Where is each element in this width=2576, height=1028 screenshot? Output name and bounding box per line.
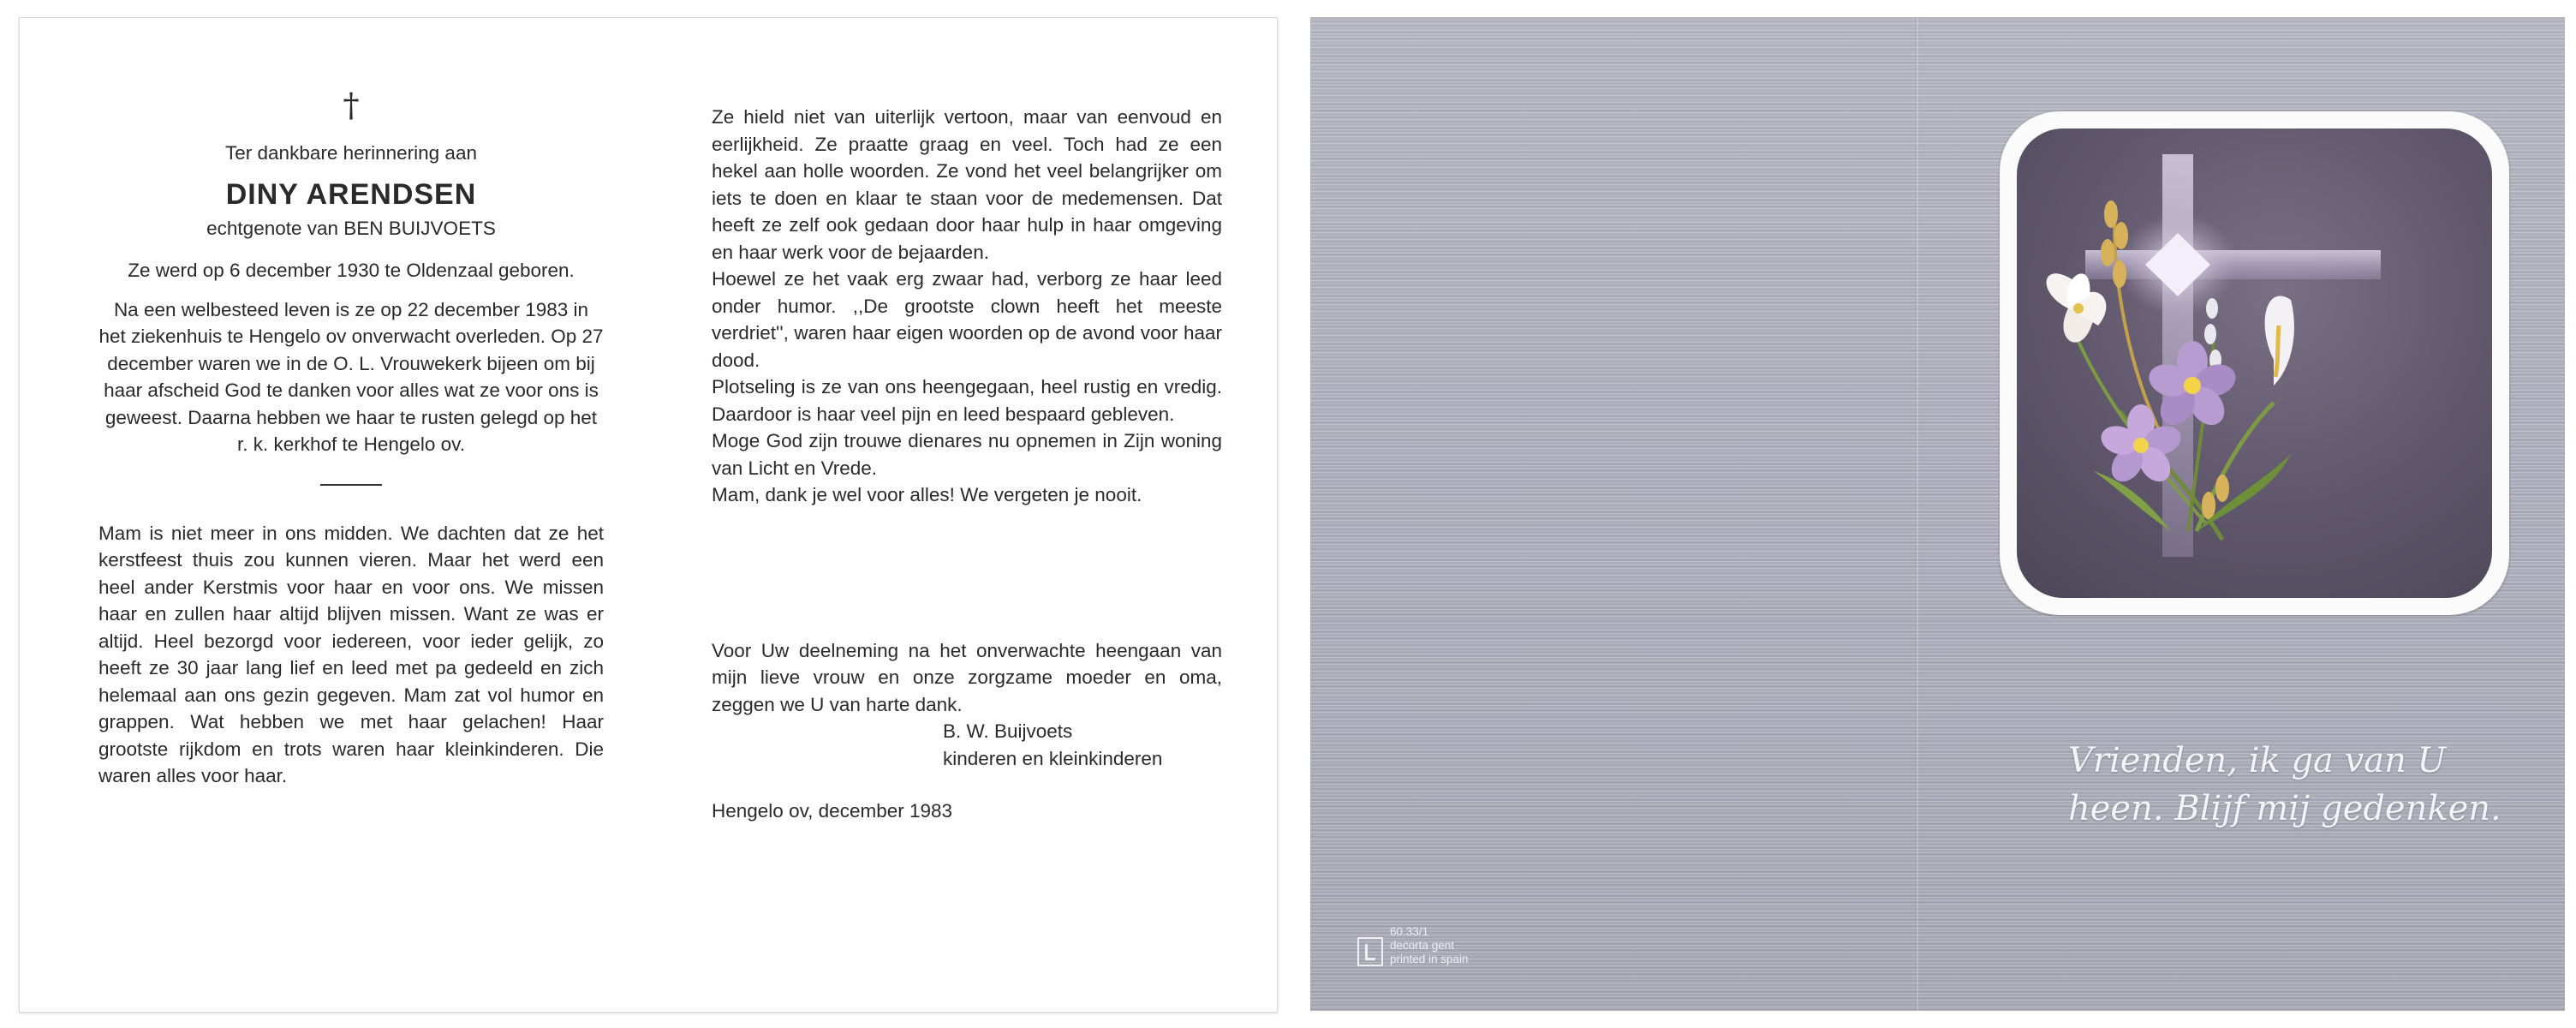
cross-icon: † (343, 87, 360, 124)
tribute-paragraph-1: Mam is niet meer in ons midden. We dachten dat ze het kerstfeest thuis zou kunnen vieren. Maar het werd een heel ander Kerstmis voor haar en voor ons. We missen haar en zullen haar altijd blijven missen. Want ze was er altijd. Heel bezorgd voor iedereen, voor ieder gelijk, zo heeft ze 30 jaar lang lief en leed met pa gedeeld en zich helemaal aan ons gezin gegeven. Mam zat vol humor en grappen. Wat hebben we met haar gelachen! Haar grootste rijkdom en trots waren haar kleinkinderen. Die waren alles voor haar. (98, 522, 604, 786)
right-column (712, 104, 1222, 825)
spouse-line: echtgenote van BEN BUIJVOETS (206, 217, 496, 239)
card-fold (1916, 17, 1919, 1011)
signature-family: kinderen en kleinkinderen (943, 747, 1163, 769)
publisher-name: decorta gent (1390, 939, 1455, 952)
signature-name: B. W. Buijvoets (943, 720, 1073, 742)
deceased-name: DINY ARENDSEN (225, 177, 477, 211)
tribute-paragraph-3: Hoewel ze het vaak erg zwaar had, verborg ze haar leed onder humor. ,,De grootste clown heeft het meeste verdriet'', waren haar eigen woorden op de avond voor haar dood. (712, 268, 1222, 371)
left-column (98, 87, 604, 790)
farewell: Mam, dank je wel voor alles! We vergeten je nooit. (712, 484, 1142, 505)
thanks-text: Voor Uw deelneming na het onverwachte heengaan van mijn lieve vrouw en onze zorgzame moeder en oma, zeggen we U van harte dank. (712, 639, 1222, 715)
tribute-paragraph-4: Plotseling is ze van ons heengegaan, heel rustig en vredig. Daardoor is haar veel pijn en leed bespaard gebleven. (712, 376, 1222, 425)
thanks-block (712, 637, 1222, 825)
motto (2068, 737, 2513, 833)
life-summary: Na een welbesteed leven is ze op 22 december 1983 in het ziekenhuis te Hengelo ov onverwacht overleden. Op 27 december waren we in de O. L. Vrouwekerk bijeen om bij haar afscheid God te danken voor alles wat ze voor ons is geweest. Daarna hebben we haar te rusten gelegd op het r. k. kerkhof te Hengelo ov. (98, 298, 604, 455)
publisher-logo-icon (1357, 937, 1383, 966)
card-cover (1310, 17, 2565, 1011)
prayer: Moge God zijn trouwe dienares nu opnemen in Zijn woning van Licht en Vrede. (712, 430, 1222, 479)
printed-in: printed in spain (1390, 953, 1469, 965)
divider (320, 484, 382, 486)
dedication: Ter dankbare herinnering aan (225, 142, 477, 164)
birth-text: Ze werd op 6 december 1930 te Oldenzaal geboren. (128, 260, 575, 281)
motto-line-1: Vrienden, ik ga van U (2068, 741, 2447, 780)
cross-with-lilies-image (2017, 128, 2492, 598)
place-date: Hengelo ov, december 1983 (712, 800, 953, 822)
image-frame (2000, 111, 2509, 615)
publisher-mark (1357, 925, 1469, 966)
publisher-code: 60.33/1 (1390, 925, 1429, 938)
motto-line-2: heen. Blijf mij gedenken. (2068, 789, 2501, 828)
tribute-paragraph-2: Ze hield niet van uiterlijk vertoon, maar van eenvoud en eerlijkheid. Ze praatte graag en veel. Toch had ze een hekel aan holle woorden. Ze vond het veel belangrijker om iets te doen en klaar te staan voor de medemensen. Dat heeft ze zelf ook gedaan door haar hulp in haar omgeving en haar werk voor de bejaarden. (712, 106, 1222, 263)
inside-page (19, 17, 1278, 1013)
